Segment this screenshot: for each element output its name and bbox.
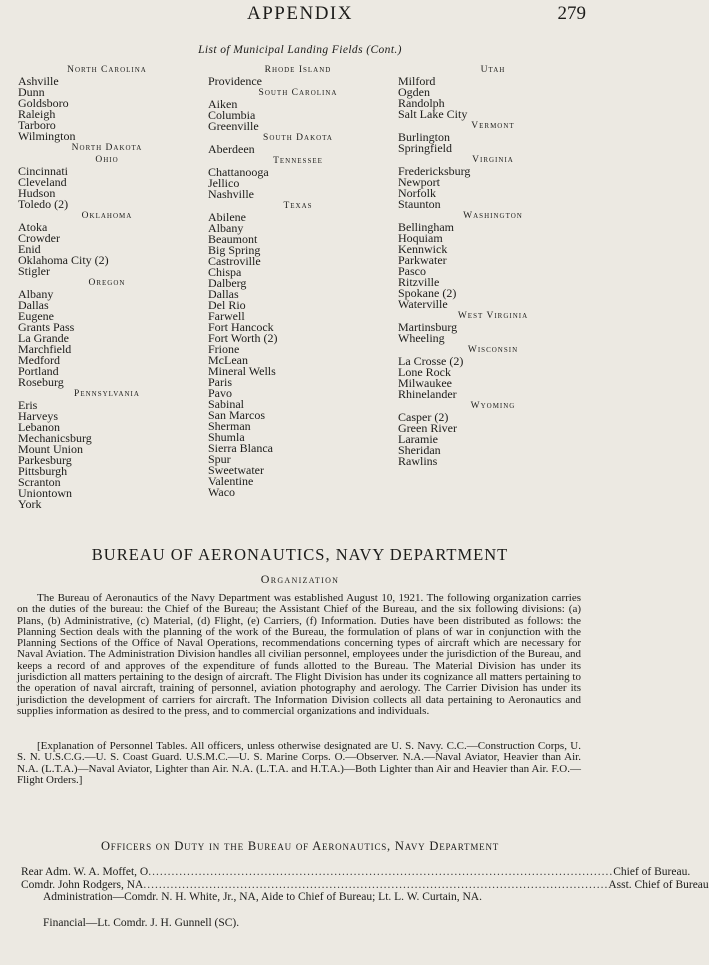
state-heading: West Virginia xyxy=(457,311,529,321)
officer-role: Asst. Chief of Bureau xyxy=(608,879,709,891)
state-heading: Oregon xyxy=(88,278,126,288)
city-entry: La Grande xyxy=(18,331,69,345)
city-entry: Albany xyxy=(18,287,54,301)
city-entry: Stigler xyxy=(18,264,50,278)
city-entry: Sherman xyxy=(208,419,251,433)
city-entry: Paris xyxy=(208,375,232,389)
officer-name: Comdr. John Rodgers, NA xyxy=(21,879,144,891)
state-group xyxy=(208,156,388,200)
city-entry: Fredericksburg xyxy=(398,164,471,178)
city-entry: Aberdeen xyxy=(208,142,255,156)
state-heading: Oklahoma xyxy=(81,211,133,221)
page-header-title: APPENDIX xyxy=(247,3,353,24)
leader-dots: ........................................................................................................................ xyxy=(148,866,614,878)
state-group xyxy=(18,143,196,154)
officer-financial: Financial—Lt. Comdr. J. H. Gunnell (SC). xyxy=(43,917,240,929)
state-heading: North Carolina xyxy=(67,65,147,75)
city-entry: Lone Rock xyxy=(398,365,451,379)
city-entry: Albany xyxy=(208,221,244,235)
city-entry: Pavo xyxy=(208,386,232,400)
officer-name: Rear Adm. W. A. Moffet, O xyxy=(21,866,149,878)
landing-fields-column-1 xyxy=(18,64,196,510)
state-heading: Virginia xyxy=(472,155,514,165)
city-entry: Castroville xyxy=(208,254,261,268)
officer-line-assistant xyxy=(21,879,709,891)
section-subtitle-text: Organization xyxy=(260,572,340,586)
state-heading: Utah xyxy=(480,65,506,75)
state-group xyxy=(398,155,588,210)
city-entry: Parkwater xyxy=(398,253,447,267)
city-entry: Fort Worth (2) xyxy=(208,331,278,345)
state-group xyxy=(398,211,588,310)
city-entry: Aiken xyxy=(208,97,238,111)
city-entry: Fort Hancock xyxy=(208,320,274,334)
city-entry: Chattanooga xyxy=(208,165,269,179)
state-group xyxy=(398,311,588,344)
city-entry: Chispa xyxy=(208,265,242,279)
city-entry: Farwell xyxy=(208,309,245,323)
state-heading: Wisconsin xyxy=(467,345,519,355)
city-entry: Spur xyxy=(208,452,231,466)
city-entry: Roseburg xyxy=(18,375,64,389)
officer-administration: Administration—Comdr. N. H. White, Jr., NA, Aide to Chief of Bureau; Lt. L. W. Curtain, NA. xyxy=(43,891,482,903)
city-entry: Ogden xyxy=(398,85,430,99)
city-entry: Dunn xyxy=(18,85,45,99)
city-entry: Crowder xyxy=(18,231,60,245)
officers-title xyxy=(0,839,600,854)
city-entry: Uniontown xyxy=(18,486,72,500)
officers-title-text: Officers on Duty in the Bureau of Aeronautics, Navy Department xyxy=(100,839,500,853)
city-entry: Columbia xyxy=(208,108,256,122)
city-entry: Martinsburg xyxy=(398,320,458,334)
city-entry: Parkesburg xyxy=(18,453,72,467)
city-entry: Enid xyxy=(18,242,41,256)
city-entry: Sierra Blanca xyxy=(208,441,273,455)
city-entry: Waterville xyxy=(398,297,448,311)
city-entry: McLean xyxy=(208,353,248,367)
state-heading: Washington xyxy=(463,211,523,221)
city-entry: Hoquiam xyxy=(398,231,443,245)
state-heading: Ohio xyxy=(95,155,119,165)
city-entry: Toledo (2) xyxy=(18,197,69,211)
section-subtitle xyxy=(0,572,600,587)
city-entry: Newport xyxy=(398,175,440,189)
state-group xyxy=(18,278,196,388)
city-entry: Beaumont xyxy=(208,232,258,246)
city-entry: Green River xyxy=(398,421,457,435)
city-entry: Pasco xyxy=(398,264,426,278)
city-entry: Portland xyxy=(18,364,59,378)
city-entry: Rawlins xyxy=(398,454,438,468)
city-entry: Waco xyxy=(208,485,236,499)
city-entry: Abilene xyxy=(208,210,246,224)
state-heading: Wyoming xyxy=(470,401,516,411)
city-entry: Nashville xyxy=(208,187,254,201)
leader-dots: ........................................................................................................................ xyxy=(143,879,609,891)
state-group xyxy=(18,65,196,142)
state-heading: North Dakota xyxy=(71,143,143,153)
state-group xyxy=(18,389,196,510)
city-entry: Staunton xyxy=(398,197,441,211)
officer-line-chief xyxy=(21,866,691,878)
state-group xyxy=(398,345,588,400)
city-entry: Jellico xyxy=(208,176,240,190)
city-entry: Kennwick xyxy=(398,242,448,256)
state-group xyxy=(18,211,196,277)
state-group xyxy=(398,65,588,120)
city-entry: Sheridan xyxy=(398,443,441,457)
city-entry: Randolph xyxy=(398,96,445,110)
state-heading: Rhode Island xyxy=(264,65,332,75)
state-group xyxy=(398,121,588,154)
state-group xyxy=(208,201,388,498)
organization-paragraph: The Bureau of Aeronautics of the Navy Department was established August 10, 1921. The following organization carries on the duties of the bureau: the Chief of the Bureau; the Assistant Chief of the Bureau, and the six following divisions: (a) Plans, (b) Administrative, (c) Material, (d) Flight, (e) Carriers, (f) Information. Duties have been distributed as follows: the Planning Section deals with the planning of the work of the Bureau, the formulation of plans of war in conjunction with the Planning Sections of the Office of Naval Operations, recommendations concerning types of aircraft which are necessary for Naval Aviation. The Administration Division handles all civilian personnel, employees under the jurisdiction of the Bureau, and keeps a record of and approves of the expenditure of funds allotted to the Bureau. The Material Division has under its jurisdiction all matters pertaining to the design of aircraft. The Flight Division has under its cognizance all matters pertaining to the operation of naval aircraft, training of personnel, aviation photography and aerology. The Carrier Division has under its jurisdiction the development of carriers for aircraft. The Information Division collects all data pertaining to Aeronautics and supplies information as desired to the press, and to commercial organizations and individuals. xyxy=(17,592,581,717)
city-entry: Bellingham xyxy=(398,220,454,234)
city-entry: Burlington xyxy=(398,130,451,144)
state-group xyxy=(208,65,388,87)
state-heading: Pennsylvania xyxy=(74,389,140,399)
city-entry: Shumla xyxy=(208,430,245,444)
city-entry: Raleigh xyxy=(18,107,56,121)
state-group xyxy=(208,88,388,132)
city-entry: Providence xyxy=(208,74,262,88)
city-entry: Wilmington xyxy=(18,129,76,143)
city-entry: Dallas xyxy=(208,287,239,301)
city-entry: Spokane (2) xyxy=(398,286,457,300)
state-heading: South Dakota xyxy=(263,133,333,143)
city-entry: York xyxy=(18,497,42,511)
state-heading: South Carolina xyxy=(258,88,338,98)
city-entry: Medford xyxy=(18,353,60,367)
state-heading: Tennessee xyxy=(273,156,323,166)
city-entry: Springfield xyxy=(398,141,452,155)
city-entry: Goldsboro xyxy=(18,96,69,110)
city-entry: Norfolk xyxy=(398,186,436,200)
page-number: 279 xyxy=(557,3,586,24)
city-entry: Cleveland xyxy=(18,175,67,189)
city-entry: Mechanicsburg xyxy=(18,431,92,445)
city-entry: Cincinnati xyxy=(18,164,68,178)
city-entry: Tarboro xyxy=(18,118,56,132)
city-entry: Valentine xyxy=(208,474,254,488)
city-entry: Greenville xyxy=(208,119,259,133)
state-group xyxy=(208,133,388,155)
city-entry: Laramie xyxy=(398,432,438,446)
city-entry: Salt Lake City xyxy=(398,107,468,121)
city-entry: Rhinelander xyxy=(398,387,457,401)
personnel-explanation-note: [Explanation of Personnel Tables. All officers, unless otherwise designated are U. S. Navy. C.C.—Construction Corps, U. S. N. U.S.C.G.—U. S. Coast Guard. U.S.M.C.—U. S. Marine Corps. O.—Observer. N.A.—Naval Aviator, Heavier than Air. N.A. (L.T.A.)—Naval Aviator, Lighter than Air. N.A. (L.T.A. and H.T.A.)—Both Lighter than Air and Heavier than Air. F.O.—Flight Orders.] xyxy=(17,740,581,786)
state-heading: Texas xyxy=(283,201,313,211)
city-entry: Frione xyxy=(208,342,240,356)
city-entry: Pittsburgh xyxy=(18,464,68,478)
city-entry: La Crosse (2) xyxy=(398,354,464,368)
city-entry: Marchfield xyxy=(18,342,72,356)
city-entry: Del Rio xyxy=(208,298,246,312)
city-entry: Wheeling xyxy=(398,331,445,345)
landing-fields-column-2 xyxy=(208,64,388,498)
city-entry: Sweetwater xyxy=(208,463,264,477)
city-entry: Hudson xyxy=(18,186,56,200)
city-entry: Mount Union xyxy=(18,442,84,456)
city-entry: Eugene xyxy=(18,309,54,323)
city-entry: Milford xyxy=(398,74,436,88)
city-entry: Casper (2) xyxy=(398,410,449,424)
city-entry: Ashville xyxy=(18,74,59,88)
state-heading: Vermont xyxy=(471,121,515,131)
city-entry: Harveys xyxy=(18,409,58,423)
list-title: List of Municipal Landing Fields (Cont.) xyxy=(198,44,402,56)
city-entry: Milwaukee xyxy=(398,376,452,390)
section-title: BUREAU OF AERONAUTICS, NAVY DEPARTMENT xyxy=(91,545,509,564)
city-entry: Dallas xyxy=(18,298,49,312)
city-entry: Sabinal xyxy=(208,397,244,411)
city-entry: Dalberg xyxy=(208,276,247,290)
city-entry: San Marcos xyxy=(208,408,265,422)
city-entry: Atoka xyxy=(18,220,48,234)
city-entry: Scranton xyxy=(18,475,61,489)
state-group xyxy=(18,155,196,210)
city-entry: Grants Pass xyxy=(18,320,75,334)
officer-role: Chief of Bureau. xyxy=(613,866,691,878)
city-entry: Ritzville xyxy=(398,275,440,289)
city-entry: Lebanon xyxy=(18,420,60,434)
city-entry: Mineral Wells xyxy=(208,364,276,378)
city-entry: Eris xyxy=(18,398,38,412)
city-entry: Oklahoma City (2) xyxy=(18,253,109,267)
state-group xyxy=(398,401,588,467)
landing-fields-column-3 xyxy=(398,64,588,467)
city-entry: Big Spring xyxy=(208,243,261,257)
